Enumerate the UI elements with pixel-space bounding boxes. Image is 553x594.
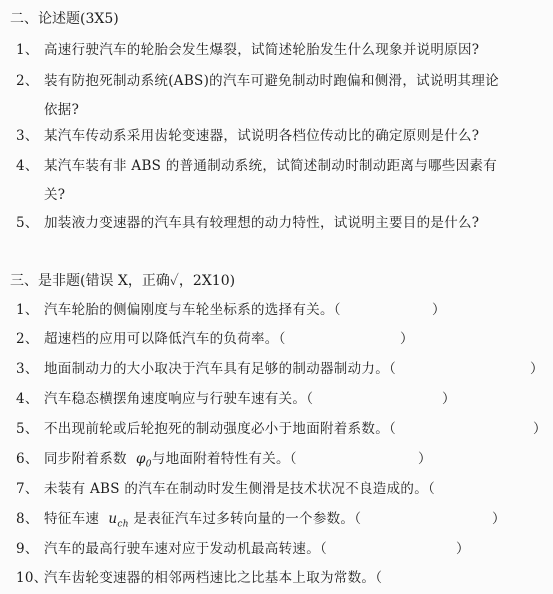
answer-blank-close: ）: [442, 391, 456, 407]
question-number: 4、: [16, 158, 39, 174]
essay-question-2-continuation: 依据?: [44, 102, 80, 118]
essay-question-1: [16, 38, 479, 58]
item-text: 汽车轮胎的侧偏刚度与车轮坐标系的选择有关。（: [44, 302, 341, 318]
question-text: 某汽车传动系采用齿轮变速器，试说明各档位传动比的确定原则是什么?: [44, 128, 480, 144]
question-text: 装有防抱死制动系统(ABS)的汽车可避免制动时跑偏和侧滑，试说明其理论: [44, 73, 499, 89]
question-number: 2、: [16, 73, 39, 89]
true-false-item-5: [16, 417, 396, 437]
true-false-item-6: [16, 447, 297, 470]
item-number: 6、: [16, 451, 39, 467]
section-3-title: 三、是非题(错误 X，正确✓，2X10): [10, 273, 236, 289]
item-number: 1、: [16, 302, 39, 318]
answer-blank-close: ）: [400, 331, 414, 347]
item-number: 8、: [16, 511, 39, 527]
item-text: 同步附着系数: [44, 451, 127, 467]
answer-blank-close: ）: [530, 361, 544, 377]
true-false-item-3: [16, 357, 396, 377]
section-2-title: 二、论述题(3X5): [10, 11, 119, 27]
answer-blank-close: ）: [533, 421, 547, 437]
true-false-item-1: [16, 298, 341, 318]
item-text: 未装有 ABS 的汽车在制动时发生侧滑是技术状况不良造成的。（: [44, 481, 436, 497]
question-text: 某汽车装有非 ABS 的普通制动系统，试简述制动时制动距离与哪些因素有: [44, 158, 497, 174]
essay-question-3: [16, 124, 479, 144]
phi-zero-symbol: $\varphi_0$: [136, 451, 152, 470]
item-number: 5、: [16, 421, 39, 437]
answer-blank-close: ）: [456, 541, 470, 557]
question-number: 5、: [16, 215, 39, 231]
essay-question-5: [16, 211, 479, 231]
item-text: 特征车速: [44, 511, 100, 527]
item-text: 地面制动力的大小取决于汽车具有足够的制动器制动力。（: [44, 361, 397, 377]
question-text: 加装液力变速器的汽车具有较理想的动力特性，试说明主要目的是什么?: [44, 215, 480, 231]
item-text: 汽车稳态横摆角速度响应与行驶车速有关。（: [44, 391, 314, 407]
item-text: 汽车的最高行驶车速对应于发动机最高转速。（: [44, 541, 328, 557]
item-text: 超速档的应用可以降低汽车的负荷率。（: [44, 331, 286, 347]
essay-question-4-continuation: 关?: [44, 187, 66, 203]
true-false-item-9: [16, 537, 327, 557]
essay-question-2: [16, 69, 499, 89]
question-number: 3、: [16, 128, 39, 144]
item-number: 2、: [16, 331, 39, 347]
answer-blank-close: ）: [418, 451, 432, 467]
item-number: 9、: [16, 541, 39, 557]
item-text: 与地面附着特性有关。（: [151, 451, 297, 467]
question-text: 高速行驶汽车的轮胎会发生爆裂，试简述轮胎发生什么现象并说明原因?: [44, 42, 480, 58]
true-false-item-7: [16, 477, 435, 497]
item-number: 7、: [16, 481, 39, 497]
item-text: 汽车齿轮变速器的相邻两档速比之比基本上取为常数。（: [44, 570, 383, 586]
item-number: 4、: [16, 391, 39, 407]
true-false-item-8: [16, 507, 361, 530]
true-false-item-10: [16, 566, 382, 586]
answer-blank-close: ）: [432, 302, 446, 318]
item-number: 10、: [16, 570, 48, 586]
item-text: 是表征汽车过多转向量的一个参数。（: [133, 511, 362, 527]
item-number: 3、: [16, 361, 39, 377]
item-text: 不出现前轮或后轮抱死的制动强度必小于地面附着系数。（: [44, 421, 397, 437]
true-false-item-2: [16, 327, 286, 347]
answer-blank-close: ）: [492, 511, 506, 527]
true-false-item-4: [16, 387, 313, 407]
essay-question-4: [16, 154, 497, 174]
characteristic-speed-symbol: $u_{ch}$: [108, 511, 129, 530]
question-number: 1、: [16, 42, 39, 58]
